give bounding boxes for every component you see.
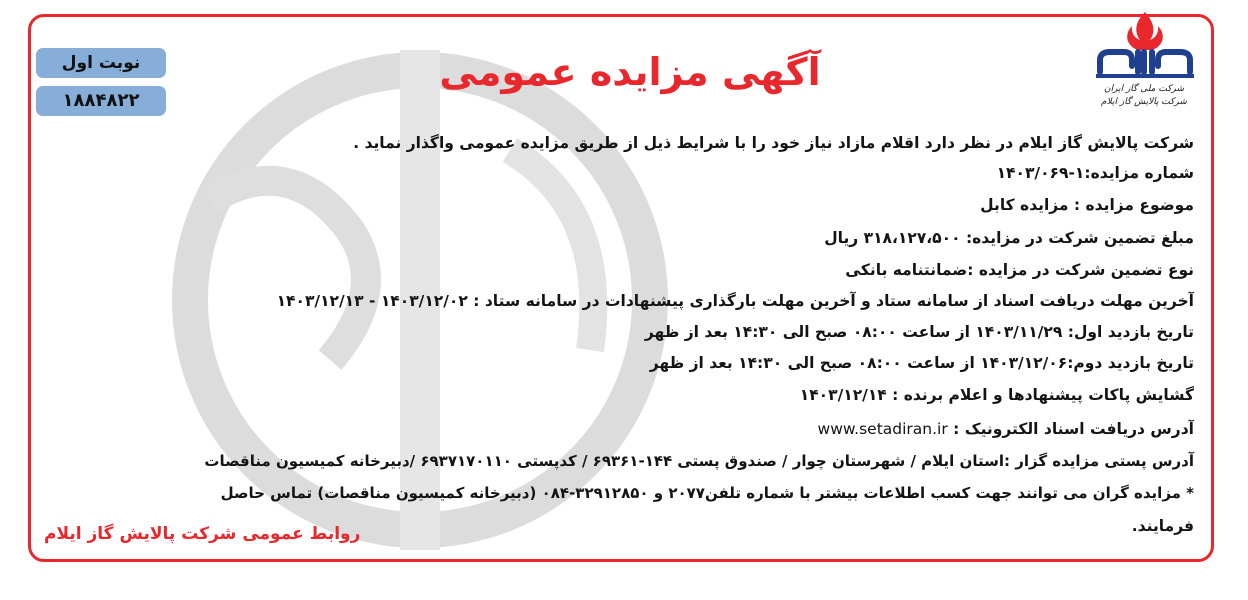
deadlines: آخرین مهلت دریافت اسناد از سامانه ستاد و آخرین مهلت بارگذاری پیشنهادات در سامانه ستاد : ۱۴۰۳/۱۲/۰۲ - ۱۴۰۳/۱۲/۱۳ xyxy=(276,292,1194,310)
opening-date: گشایش پاکات پیشنهادها و اعلام برنده : ۱۴۰۳/۱۲/۱۴ xyxy=(799,386,1194,404)
page-title: آگهی مزایده عمومی xyxy=(439,50,821,94)
company-logo xyxy=(1090,8,1200,114)
deposit-type: نوع تضمین شرکت در مزایده :ضمانتنامه بانکی xyxy=(845,261,1194,279)
intro-text: شرکت پالایش گاز ایلام در نظر دارد اقلام مازاد نیاز خود را با شرایط ذیل از طریق مزایده عمومی واگذار نماید . xyxy=(353,134,1194,152)
round-badge: نوبت اول xyxy=(36,48,166,78)
contact-info-end: فرمایند. xyxy=(1131,517,1194,535)
website-link[interactable]: www.setadiran.ir xyxy=(817,420,948,438)
postal-address: آدرس پستی مزایده گزار :استان ایلام / شهرستان چوار / صندوق پستی ۱۴۴-۶۹۳۶۱ / کدپستی ۶۹۳۷۱۷۰۱۱۰ /دبیرخانه کمیسیون مناقصات xyxy=(204,452,1194,470)
website-label: آدرس دریافت اسناد الکترونیک : xyxy=(953,420,1194,438)
second-visit: تاریخ بازدید دوم:۱۴۰۳/۱۲/۰۶ از ساعت ۰۸:۰۰ صبح الی ۱۴:۳۰ بعد از ظهر xyxy=(649,354,1194,372)
deposit-amount: مبلغ تضمین شرکت در مزایده: ۳۱۸،۱۲۷،۵۰۰ ریال xyxy=(824,229,1194,247)
ad-number-badge: ۱۸۸۴۸۲۲ xyxy=(36,86,166,116)
auction-subject: موضوع مزایده : مزایده کابل xyxy=(980,196,1194,214)
public-relations-signature: روابط عمومی شرکت پالایش گاز ایلام xyxy=(44,524,361,544)
logo-caption-parent: شرکت ملی گاز ایران xyxy=(1104,84,1184,94)
website-row xyxy=(818,420,1194,439)
first-visit: تاریخ بازدید اول: ۱۴۰۳/۱۱/۲۹ از ساعت ۰۸:۰۰ صبح الی ۱۴:۳۰ بعد از ظهر xyxy=(644,323,1194,341)
gas-flame-icon xyxy=(1090,8,1200,84)
logo-caption-company: شرکت پالایش گاز ایلام xyxy=(1101,97,1187,107)
advertisement-frame xyxy=(28,14,1214,562)
contact-info: * مزایده گران می توانند جهت کسب اطلاعات بیشتر با شماره تلفن۲۰۷۷ و ۳۲۹۱۲۸۵۰-۰۸۴ (دبیرخانه کمیسیون مناقصات) تماس حاصل xyxy=(220,484,1194,502)
auction-number: شماره مزایده:۱-۱۴۰۳/۰۶۹ xyxy=(996,164,1194,182)
